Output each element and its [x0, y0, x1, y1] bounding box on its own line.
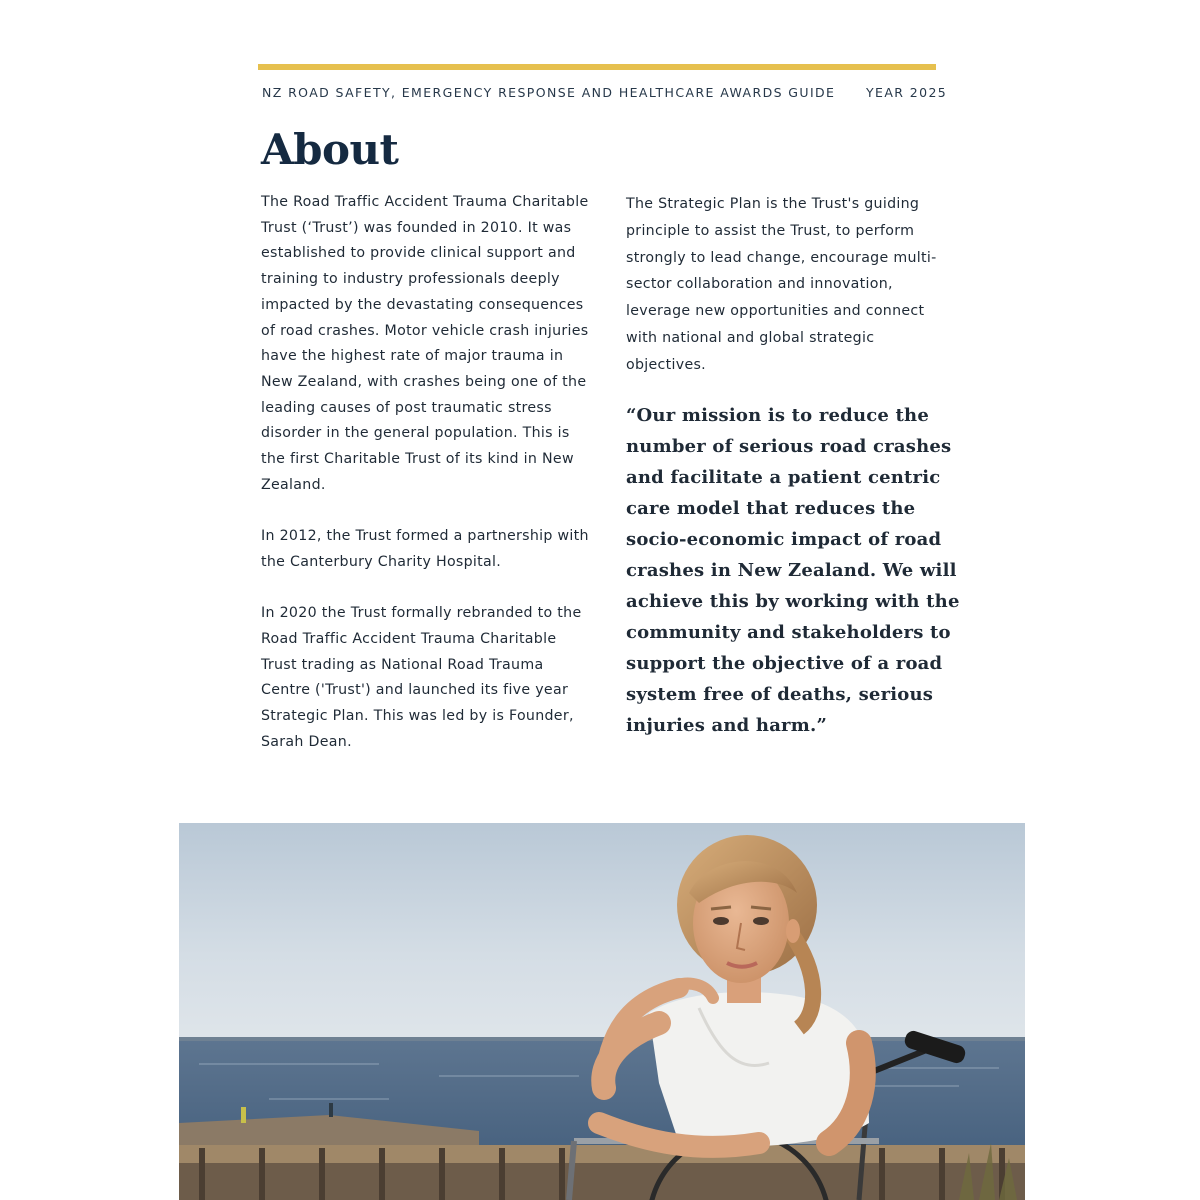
horizon: [179, 1037, 1025, 1041]
about-left-column: [261, 190, 591, 781]
partnership-paragraph: In 2012, the Trust formed a partnership with the Canterbury Charity Hospital.: [261, 528, 589, 570]
sky: [179, 823, 1025, 1043]
about-right-column: [626, 191, 956, 379]
wheelchair-girl-photo: [179, 823, 1025, 1200]
strategic-plan-paragraph: The Strategic Plan is the Trust's guiding principle to assist the Trust, to perform strongly to lead change, encourage multi-sector collaboration and innovation, leverage new opportunities and connect with national and global strategic objectives.: [626, 196, 937, 373]
mission-quote: “Our mission is to reduce the number of serious road crashes and facilitate a patient centric care model that reduces the socio-economic impact of road crashes in New Zealand. We will achieve this by working with the community and stakeholders to support the objective of a road system free of deaths, serious injuries and harm.”: [626, 405, 960, 736]
year-label: YEAR 2025: [866, 85, 948, 100]
founding-paragraph: The Road Traffic Accident Trauma Charitable Trust (‘Trust’) was founded in 2010. It was established to provide clinical support and training to industry professionals deeply impacted by the devastating consequences of road crashes. Motor vehicle crash injuries have the highest rate of major trauma in New Zealand, with crashes being one of the leading causes of post traumatic stress disorder in the general population. This is the first Charitable Trust of its kind in New Zealand.: [261, 194, 589, 493]
header-accent-rule: [258, 64, 936, 70]
photo-illustration: [179, 823, 1025, 1200]
guide-title: NZ ROAD SAFETY, EMERGENCY RESPONSE AND HEALTHCARE AWARDS GUIDE: [262, 85, 836, 100]
page-title: About: [261, 125, 399, 174]
rebrand-paragraph: In 2020 the Trust formally rebranded to the Road Traffic Accident Trauma Charitable Trust trading as National Road Trauma Centre ('Trust') and launched its five year Strategic Plan. This was led by is Founder, Sarah Dean.: [261, 605, 582, 750]
